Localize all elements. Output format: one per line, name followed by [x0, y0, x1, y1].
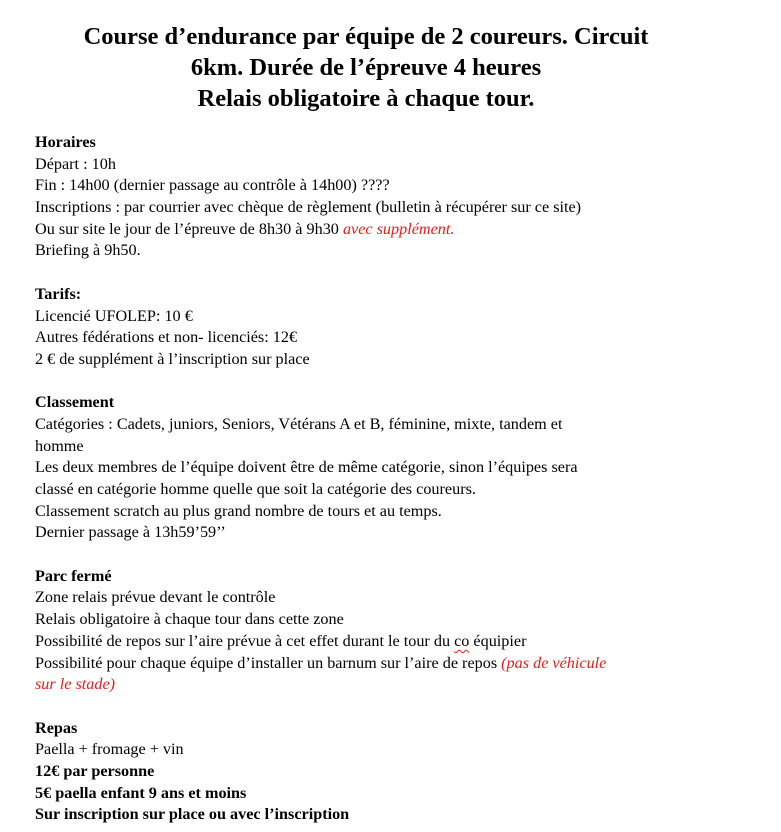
barnum-line-1 [35, 653, 715, 675]
categories-line-1: Catégories : Cadets, juniors, Seniors, Vétérans A et B, féminine, mixte, tandem et [35, 414, 563, 433]
section-heading-tarifs: Tarifs: [35, 284, 82, 303]
repos-line [35, 631, 715, 653]
sur-site-text: Ou sur site le jour de l’épreuve de 8h30 à 9h30 [35, 219, 343, 238]
section-heading-parc-ferme: Parc fermé [35, 566, 112, 585]
section-heading-horaires: Horaires [35, 133, 96, 151]
section-classement [35, 392, 715, 544]
repos-text-b: équipier [469, 631, 527, 650]
document-body [35, 132, 715, 826]
section-heading-classement: Classement [35, 393, 115, 412]
relais-line: Relais obligatoire à chaque tour dans cette zone [35, 610, 344, 629]
categories-line-2: homme [35, 436, 84, 455]
spacer [35, 262, 715, 284]
spellcheck-word: co [454, 631, 470, 650]
dernier-passage-line: Dernier passage à 13h59’59’’ [35, 523, 226, 542]
section-parc-ferme [35, 566, 715, 696]
tarif-supplement: 2 € de supplément à l’inscription sur place [35, 349, 310, 368]
briefing-line: Briefing à 9h50. [35, 241, 141, 260]
repas-inscription-line: Sur inscription sur place ou avec l’inscription [35, 805, 350, 824]
repos-text-a: Possibilité de repos sur l’aire prévue à cet effet durant le tour du [35, 631, 455, 650]
title-line-1: Course d’endurance par équipe de 2 coureurs. Circuit [83, 23, 649, 50]
spacer [35, 371, 715, 393]
section-repas [35, 718, 715, 826]
barnum-text: Possibilité pour chaque équipe d’installer un barnum sur l’aire de repos [35, 653, 502, 672]
section-tarifs [35, 284, 715, 371]
membres-line-2: classé en catégorie homme quelle que soit la catégorie des coureurs. [35, 480, 476, 498]
vehicule-note-2: sur le stade) [35, 675, 116, 694]
sur-site-line [35, 219, 715, 241]
fin-line: Fin : 14h00 (dernier passage au contrôle à 14h00) ???? [35, 176, 390, 195]
spacer [35, 696, 715, 718]
vehicule-note-1: (pas de véhicule [501, 653, 607, 672]
depart-line: Départ : 10h [35, 154, 116, 173]
tarif-licencie: Licencié UFOLEP: 10 € [35, 306, 193, 325]
prix-adulte-line: 12€ par personne [35, 761, 155, 780]
membres-line-1: Les deux membres de l’équipe doivent être de même catégorie, sinon l’équipes sera [35, 458, 578, 477]
scratch-line: Classement scratch au plus grand nombre de tours et au temps. [35, 501, 442, 520]
inscriptions-line: Inscriptions : par courrier avec chèque de règlement (bulletin à récupérer sur ce site) [35, 198, 582, 217]
supplement-note: avec supplément. [342, 219, 455, 238]
zone-relais-line: Zone relais prévue devant le contrôle [35, 588, 276, 607]
menu-line: Paella + fromage + vin [35, 740, 184, 759]
title-line-2: 6km. Durée de l’épreuve 4 heures [190, 54, 542, 81]
barnum-line-2 [35, 674, 715, 696]
document-title [0, 21, 732, 114]
spacer [35, 544, 715, 566]
title-line-3: Relais obligatoire à chaque tour. [197, 85, 535, 112]
prix-enfant-line: 5€ paella enfant 9 ans et moins [35, 783, 247, 802]
section-horaires [35, 132, 715, 262]
tarif-autres: Autres fédérations et non- licenciés: 12€ [35, 328, 298, 347]
section-heading-repas: Repas [35, 718, 78, 737]
